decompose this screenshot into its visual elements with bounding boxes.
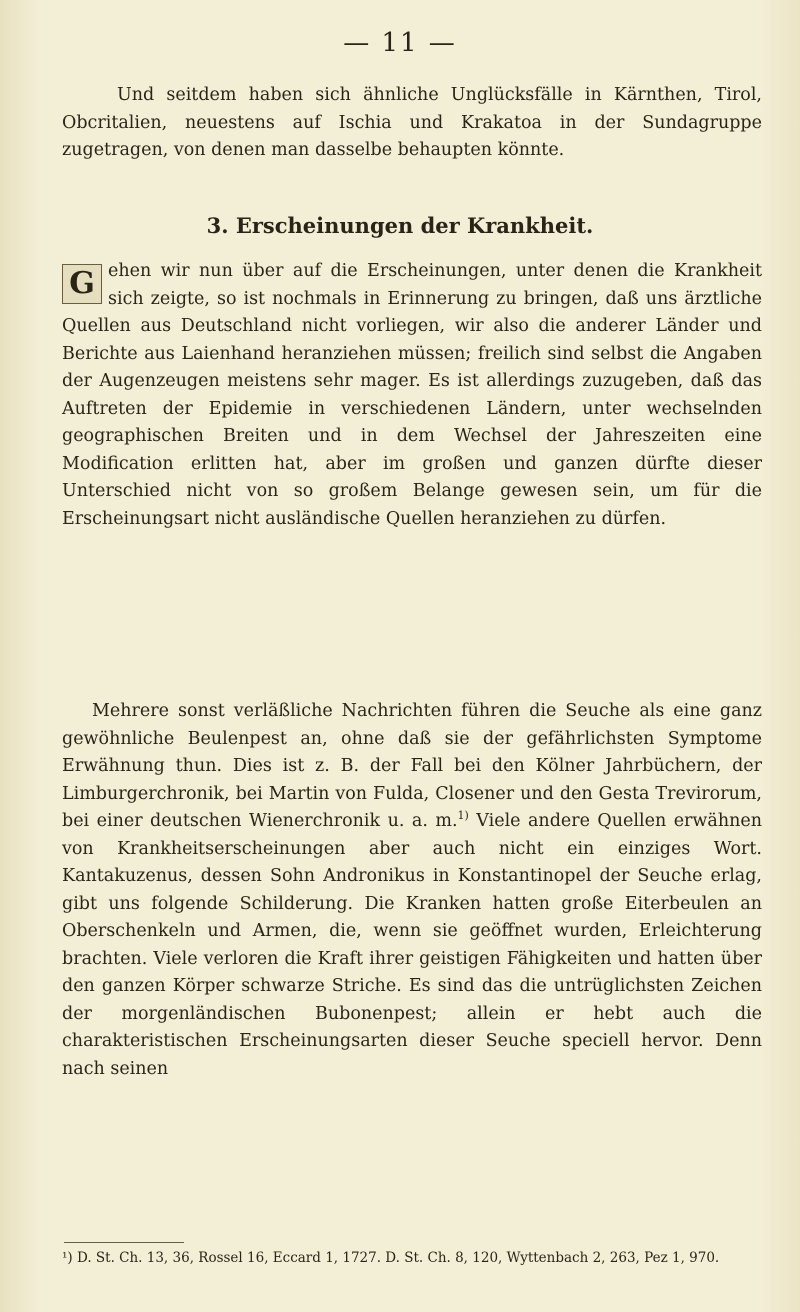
- footnote-divider: [64, 1242, 184, 1243]
- section-paragraph-2-text-b: Viele andere Quellen erwähnen von Krankheitserscheinungen aber auch nicht ein einziges Wort. Kantakuzenus, dessen Sohn Andronikus in Konstantinopel der Seuche erlag, gibt uns folgende Schilderung. Die Kranken hatten große Eiterbeulen an Oberschenkeln und Armen, die, wenn sie geöffnet wurden, Erleichterung brachten. Viele verloren die Kraft ihrer geistigen Fähigkeiten und hatten über den ganzen Körper schwarze Striche. Es sind das die untrüglichsten Zeichen der morgenländischen Bubonenpest; allein er hebt auch die charakteristischen Erscheinungsarten dieser Seuche speciell hervor. Denn nach seinen: [62, 811, 763, 1079]
- section-paragraph-2-text-a: Mehrere sonst verläßliche Nachrichten führen die Seuche als eine ganz gewöhnliche Beulenpest an, ohne daß sie der gefährlichsten Symptome Erwähnung thun. Dies ist z. B. der Fall bei den Kölner Jahrbüchern, der Limburgerchronik, bei Martin von Fulda, Closener und den Gesta Trevirorum, bei einer deutschen Wienerchronik u. a. m.: [62, 701, 762, 831]
- section-paragraph-1: [62, 258, 762, 533]
- section-paragraph-2: [62, 698, 762, 1083]
- footnote: ¹) D. St. Ch. 13, 36, Rossel 16, Eccard 1, 1727. D. St. Ch. 8, 120, Wyttenbach 2, 263, Pez 1, 970.: [62, 1250, 720, 1266]
- footnote-reference: 1): [457, 809, 469, 823]
- opening-paragraph: Und seitdem haben sich ähnliche Unglücksfälle in Kärnthen, Tirol, Obcritalien, neuestens auf Ischia und Krakatoa in der Sundagruppe zugetragen, von denen man dasselbe behaupten könnte.: [62, 85, 762, 160]
- page-number: — 11 —: [343, 28, 457, 58]
- drop-cap-letter: G: [62, 264, 102, 304]
- section-paragraph-1-text: ehen wir nun über auf die Erscheinungen, unter denen die Krankheit sich zeigte, so ist nochmals in Erinnerung zu bringen, daß uns ärztliche Quellen aus Deutschland nicht vorliegen, wir also die anderer Länder und Berichte aus Laienhand heranziehen müssen; freilich sind selbst die Angaben der Augenzeugen meistens sehr mager. Es ist allerdings zuzugeben, daß das Auftreten der Epidemie in verschiedenen Ländern, unter wechselnden geographischen Breiten und in dem Wechsel der Jahreszeiten eine Modification erlitten hat, aber im großen und ganzen dürfte dieser Unterschied nicht von so großem Belange gewesen sein, um für die Erscheinungsart nicht ausländische Quellen heranziehen zu dürfen.: [62, 261, 762, 529]
- section-heading: 3. Erscheinungen der Krankheit.: [206, 213, 594, 238]
